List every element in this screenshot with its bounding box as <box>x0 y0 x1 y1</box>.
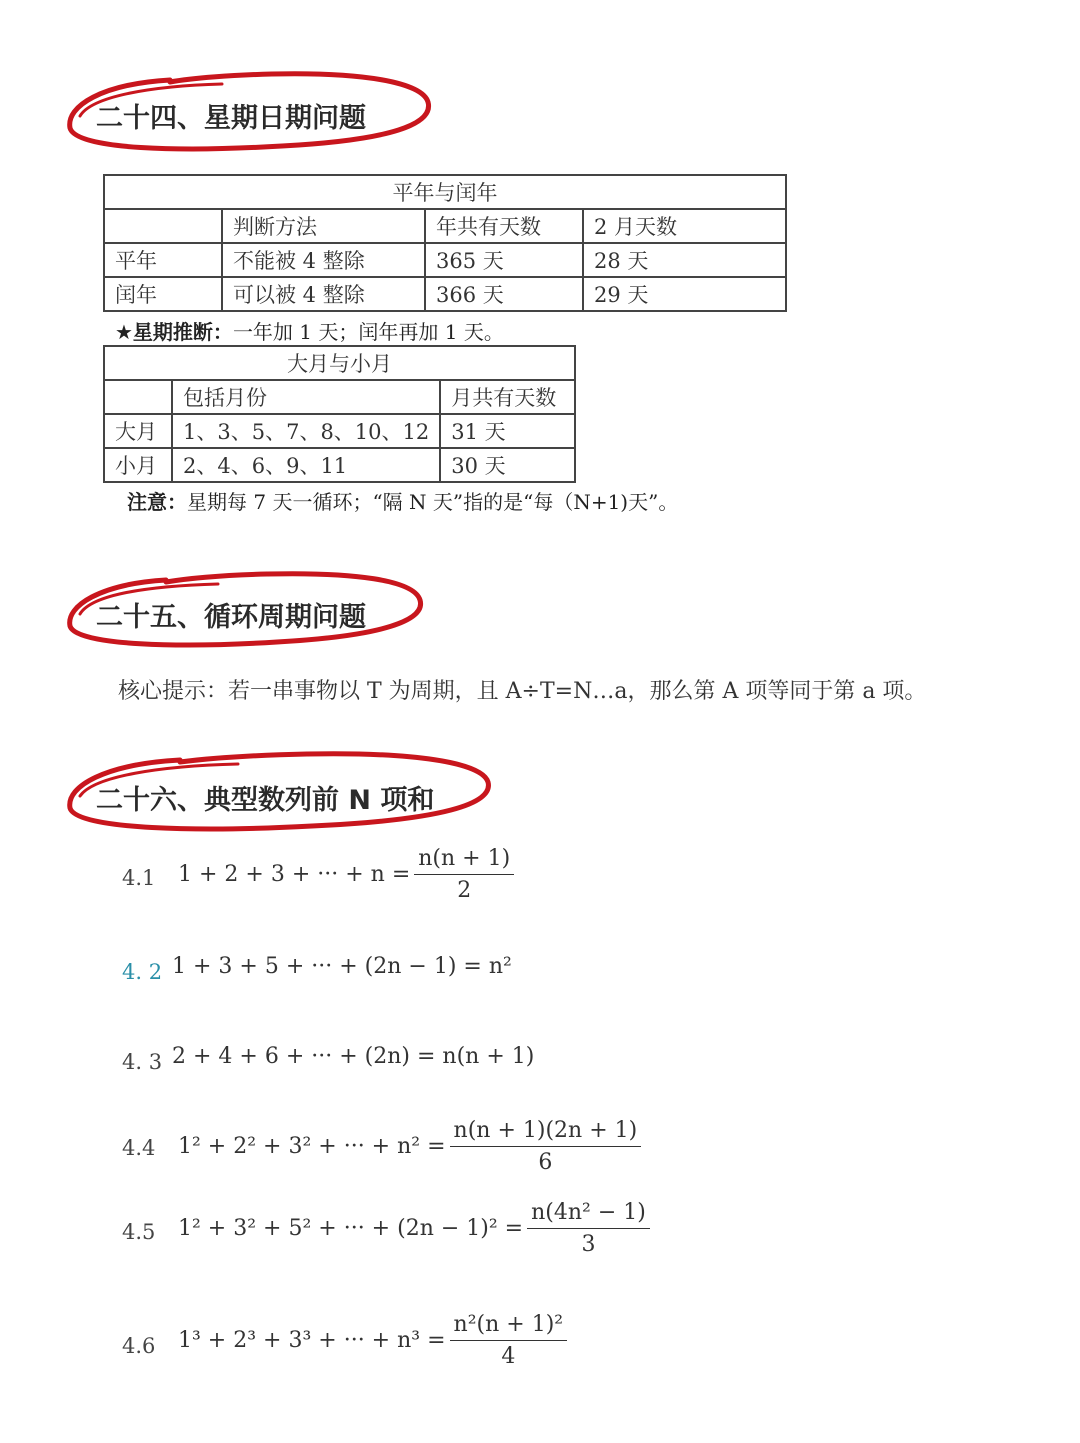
weekday-inference-note <box>115 316 504 345</box>
table-cell: 28 天 <box>583 243 786 277</box>
table-caption: 大月与小月 <box>104 346 575 380</box>
table-header-row <box>104 209 786 243</box>
table-cell: 1、3、5、7、8、10、12 <box>172 414 440 448</box>
table-cell: 闰年 <box>104 277 222 311</box>
header-cell: 月共有天数 <box>440 380 575 414</box>
formula-4-2 <box>172 954 512 979</box>
note-text: 一年加 1 天；闰年再加 1 天。 <box>232 320 504 344</box>
formula-number: 4.1 <box>122 866 156 890</box>
formula-4-3 <box>172 1044 534 1069</box>
table-cell: 365 天 <box>425 243 583 277</box>
fraction-denominator: 2 <box>457 878 472 903</box>
section-25-title: 二十五、循环周期问题 <box>96 602 366 633</box>
formula-4-1 <box>178 846 514 903</box>
table-cell: 可以被 4 整除 <box>222 277 425 311</box>
month-length-table <box>103 345 576 483</box>
table-cell: 31 天 <box>440 414 575 448</box>
fraction-numerator: n(4n² − 1) <box>527 1200 650 1229</box>
table-caption: 平年与闰年 <box>104 175 786 209</box>
table-row <box>104 414 575 448</box>
note-label: ★星期推断： <box>115 320 233 344</box>
header-cell <box>104 380 172 414</box>
fraction <box>414 846 514 903</box>
formula-lhs: 1² + 3² + 5² + ··· + (2n − 1)² = <box>178 1216 524 1241</box>
table-row <box>104 243 786 277</box>
table-cell: 平年 <box>104 243 222 277</box>
formula-number: 4.4 <box>122 1136 156 1160</box>
section-26-title: 二十六、典型数列前 N 项和 <box>96 785 435 816</box>
core-tip: 核心提示：若一串事物以 T 为周期，且 A÷T=N…a，那么第 A 项等同于第 a 项。 <box>118 679 927 704</box>
fraction <box>450 1118 642 1175</box>
formula-lhs: 1² + 2² + 3² + ··· + n² = <box>178 1134 446 1159</box>
header-cell: 包括月份 <box>172 380 440 414</box>
formula-lhs: 1 + 2 + 3 + ··· + n = <box>178 862 411 887</box>
fraction-numerator: n²(n + 1)² <box>450 1312 568 1341</box>
note-label: 注意： <box>127 490 187 514</box>
formula-number: 4.6 <box>122 1334 156 1358</box>
note-text: 星期每 7 天一循环；“隔 N 天”指的是“每（N+1)天”。 <box>187 490 679 514</box>
fraction <box>450 1312 568 1369</box>
formula-4-4 <box>178 1118 641 1175</box>
table-header-row <box>104 380 575 414</box>
table-cell: 30 天 <box>440 448 575 482</box>
fraction-denominator: 4 <box>501 1344 516 1369</box>
header-cell: 判断方法 <box>222 209 425 243</box>
header-cell <box>104 209 222 243</box>
formula-number: 4.5 <box>122 1220 156 1244</box>
leap-year-table <box>103 174 787 312</box>
table-cell: 大月 <box>104 414 172 448</box>
cycle-note <box>127 486 678 515</box>
table-cell: 2、4、6、9、11 <box>172 448 440 482</box>
table-cell: 不能被 4 整除 <box>222 243 425 277</box>
formula-lhs: 1³ + 2³ + 3³ + ··· + n³ = <box>178 1328 446 1353</box>
formula-4-6 <box>178 1312 567 1369</box>
table-cell: 29 天 <box>583 277 786 311</box>
header-cell: 2 月天数 <box>583 209 786 243</box>
fraction-denominator: 3 <box>581 1232 596 1257</box>
formula-expression: 2 + 4 + 6 + ··· + (2n) = n(n + 1) <box>172 1044 535 1069</box>
section-24-title: 二十四、星期日期问题 <box>96 103 366 134</box>
fraction <box>527 1200 650 1257</box>
table-row <box>104 448 575 482</box>
fraction-numerator: n(n + 1) <box>414 846 514 875</box>
table-cell: 小月 <box>104 448 172 482</box>
formula-expression: 1 + 3 + 5 + ··· + (2n − 1) = n² <box>172 954 512 979</box>
fraction-denominator: 6 <box>538 1150 553 1175</box>
table-cell: 366 天 <box>425 277 583 311</box>
fraction-numerator: n(n + 1)(2n + 1) <box>450 1118 642 1147</box>
formula-number: 4. 2 <box>122 960 163 984</box>
table-row <box>104 277 786 311</box>
formula-number: 4. 3 <box>122 1050 163 1074</box>
header-cell: 年共有天数 <box>425 209 583 243</box>
formula-4-5 <box>178 1200 650 1257</box>
